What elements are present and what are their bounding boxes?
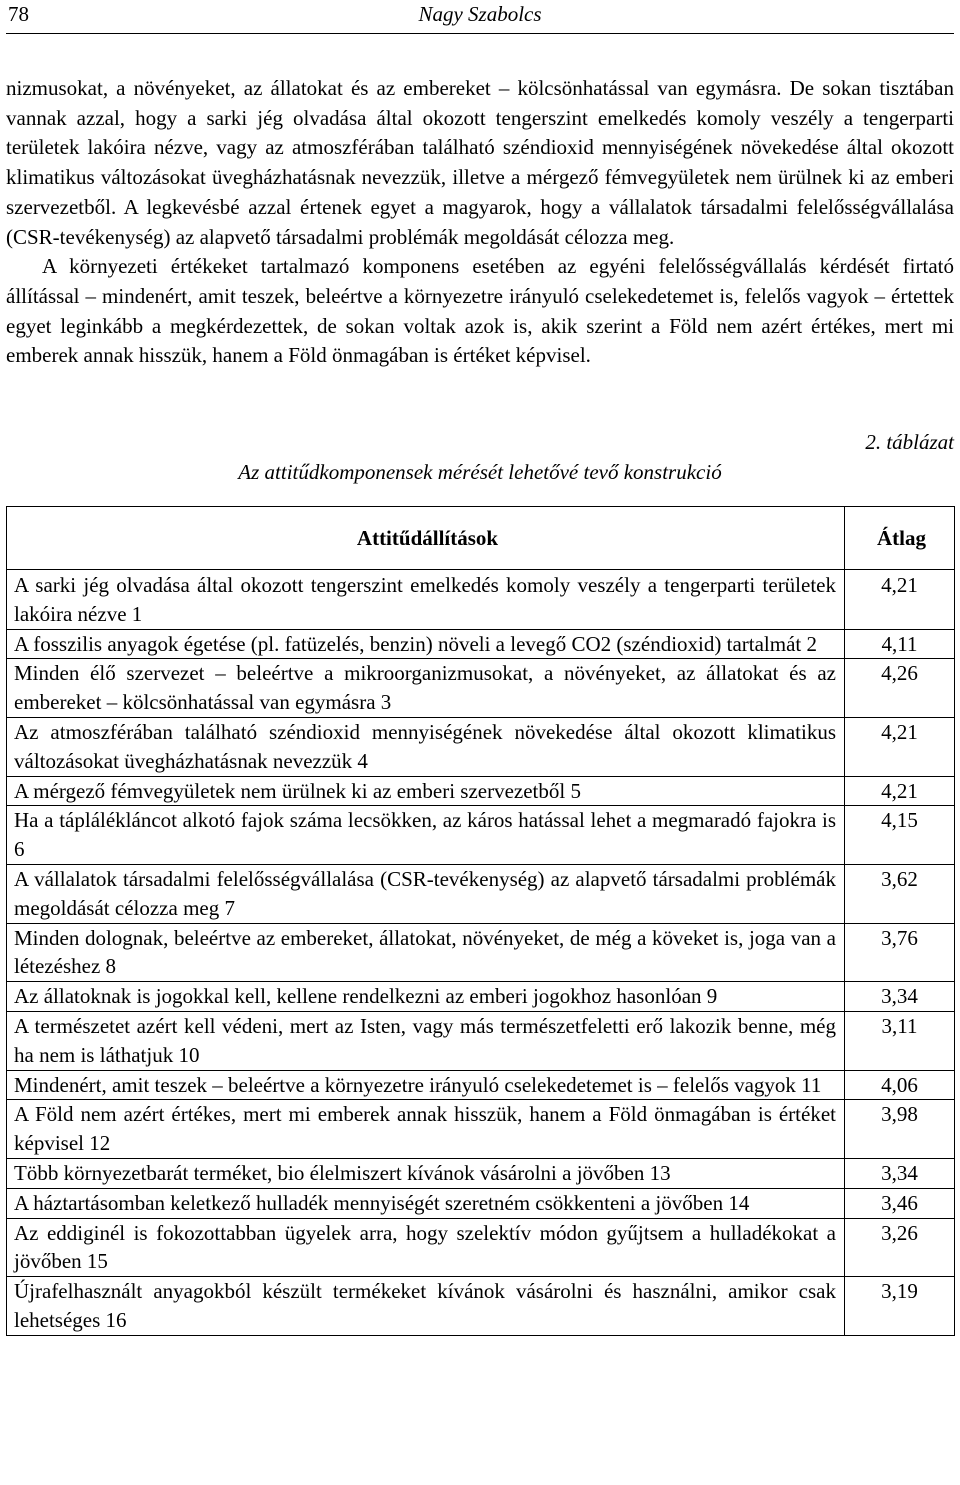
table-row — [7, 1011, 955, 1070]
mean-cell: 3,98 — [845, 1100, 955, 1159]
table-header-row — [7, 507, 955, 570]
table-row — [7, 864, 955, 923]
table-row — [7, 570, 955, 630]
table-row — [7, 1100, 955, 1159]
attitude-table — [6, 506, 955, 1336]
statement-cell: Az eddiginél is fokozottabban ügyelek arra, hogy szelektív módon gyűjtsem a hulladékokat a jövőben 15 — [7, 1218, 845, 1277]
mean-cell: 4,26 — [845, 659, 955, 718]
statement-cell: A háztartásomban keletkező hulladék mennyiségét szeretném csökkenteni a jövőben 14 — [7, 1188, 845, 1218]
table-row — [7, 717, 955, 776]
column-header-mean: Átlag — [845, 507, 955, 570]
mean-cell: 3,46 — [845, 1188, 955, 1218]
statement-cell: Ha a táplálékláncot alkotó fajok száma lecsökken, az káros hatással lehet a megmaradó fajokra is 6 — [7, 806, 845, 865]
table-row — [7, 1158, 955, 1188]
statement-cell: Az állatoknak is jogokkal kell, kellene rendelkezni az emberi jogokhoz hasonlóan 9 — [7, 982, 845, 1012]
table-row — [7, 1277, 955, 1336]
table-row — [7, 629, 955, 659]
table-row — [7, 1188, 955, 1218]
mean-cell: 3,26 — [845, 1218, 955, 1277]
table-caption: Az attitűdkomponensek mérését lehetővé tevő konstrukció — [238, 460, 722, 484]
mean-cell: 3,62 — [845, 864, 955, 923]
table-row — [7, 806, 955, 865]
mean-cell: 3,11 — [845, 1011, 955, 1070]
table-number: 2. táblázat — [865, 430, 954, 454]
mean-cell: 4,11 — [845, 629, 955, 659]
paragraph-2: A környezeti értékeket tartalmazó komponens esetében az egyéni felelősségvállalás kérdését firtató állítással – mindenért, amit teszek, beleértve a környezetre irányuló cselekedetemet is, felelős vagyok – értettek egyet leginkább a megkérdezettek, de sokan voltak azok is, akik szerint a Föld nem azért értékes, mert mi emberek annak hisszük, hanem a Föld önmagában is értéket képvisel. — [6, 254, 954, 368]
statement-cell: Újrafelhasznált anyagokból készült termékeket kívánok vásárolni és használni, amikor csak lehetséges 16 — [7, 1277, 845, 1336]
statement-cell: A mérgező fémvegyületek nem ürülnek ki az emberi szervezetből 5 — [7, 776, 845, 806]
body-text — [6, 74, 954, 371]
paragraph-1: nizmusokat, a növényeket, az állatokat és az embereket – kölcsönhatással van egymásra. De sokan tisztában vannak azzal, hogy a sarki jég olvadása által okozott tengerszint emelkedés komoly veszély a tengerparti területek lakóira nézve, vagy az atmoszférában található széndioxid mennyiségének növekedése által okozott klimatikus változásokat üvegházhatásnak nevezzük, illetve a mérgező fémvegyületek nem ürülnek ki az emberi szervezetből. A legkevésbé azzal értenek egyet a magyarok, hogy a vállalatok társadalmi felelősségvállalása (CSR-tevékenység) az alapvető társadalmi problémák megoldását célozza meg. — [6, 76, 954, 249]
table-row — [7, 1070, 955, 1100]
mean-cell: 4,21 — [845, 570, 955, 630]
mean-cell: 4,21 — [845, 717, 955, 776]
table-row — [7, 659, 955, 718]
statement-cell: A Föld nem azért értékes, mert mi emberek annak hisszük, hanem a Föld önmagában is értéket képvisel 12 — [7, 1100, 845, 1159]
statement-cell: Több környezetbarát terméket, bio élelmiszert kívánok vásárolni a jövőben 13 — [7, 1158, 845, 1188]
page-number: 78 — [8, 2, 29, 26]
statement-cell: A sarki jég olvadása által okozott tengerszint emelkedés komoly veszély a tengerparti területek lakóira nézve 1 — [7, 570, 845, 630]
statement-cell: Minden élő szervezet – beleértve a mikroorganizmusokat, a növényeket, az állatokat és az embereket – kölcsönhatással van egymásra 3 — [7, 659, 845, 718]
column-header-statements: Attitűdállítások — [7, 507, 845, 570]
mean-cell: 3,76 — [845, 923, 955, 982]
mean-cell: 4,15 — [845, 806, 955, 865]
mean-cell: 3,34 — [845, 982, 955, 1012]
statement-cell: Minden dolognak, beleértve az embereket, állatokat, növényeket, de még a köveket is, joga van a létezéshez 8 — [7, 923, 845, 982]
statement-cell: A természetet azért kell védeni, mert az Isten, vagy más természetfeletti erő lakozik benne, még ha nem is láthatjuk 10 — [7, 1011, 845, 1070]
statement-cell: Mindenért, amit teszek – beleértve a környezetre irányuló cselekedetemet is – felelős vagyok 11 — [7, 1070, 845, 1100]
table-row — [7, 982, 955, 1012]
statement-cell: A fosszilis anyagok égetése (pl. fatüzelés, benzin) növeli a levegő CO2 (széndioxid) tartalmát 2 — [7, 629, 845, 659]
statement-cell: A vállalatok társadalmi felelősségvállalása (CSR-tevékenység) az alapvető társadalmi problémák megoldását célozza meg 7 — [7, 864, 845, 923]
mean-cell: 3,34 — [845, 1158, 955, 1188]
table-row — [7, 776, 955, 806]
table-body — [7, 570, 955, 1336]
running-head-author: Nagy Szabolcs — [418, 2, 542, 26]
statement-cell: Az atmoszférában található széndioxid mennyiségének növekedése által okozott klimatikus változásokat üvegházhatásnak nevezzük 4 — [7, 717, 845, 776]
mean-cell: 4,06 — [845, 1070, 955, 1100]
table-row — [7, 923, 955, 982]
mean-cell: 3,19 — [845, 1277, 955, 1336]
table-row — [7, 1218, 955, 1277]
mean-cell: 4,21 — [845, 776, 955, 806]
page-header — [6, 0, 954, 34]
